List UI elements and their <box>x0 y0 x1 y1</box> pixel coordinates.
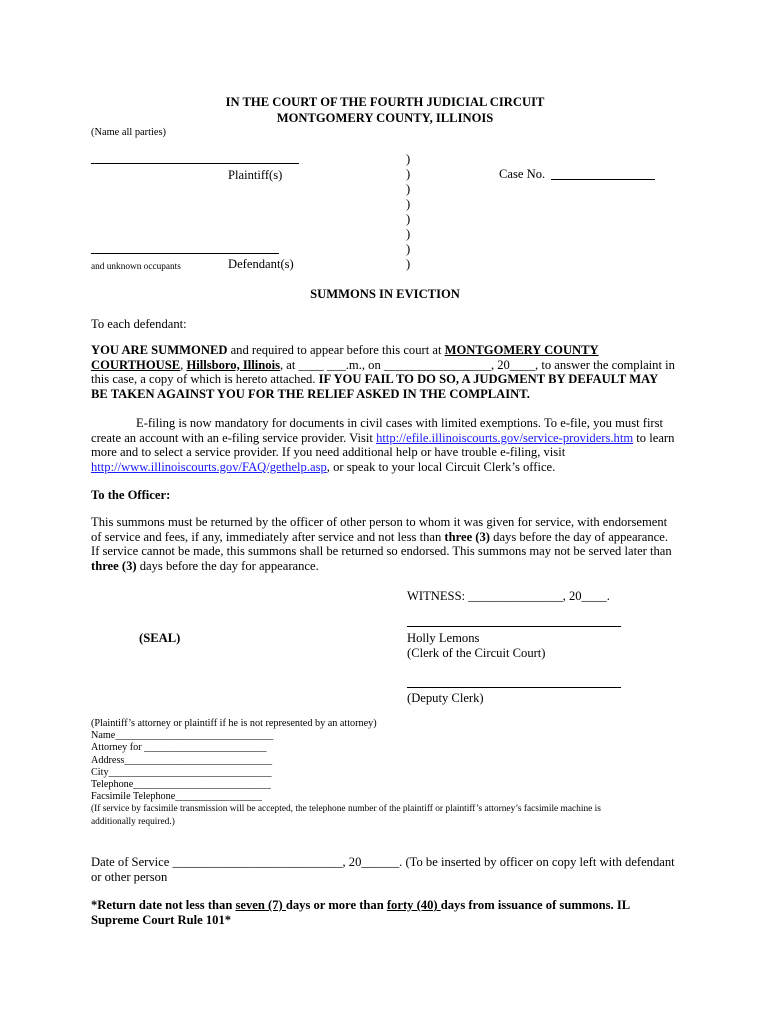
clerk-title: (Clerk of the Circuit Court) <box>407 646 546 660</box>
clerk-name: Holly Lemons <box>407 631 480 645</box>
efiling-text: more and to select a service provider. If you need additional help or have trouble e-filing, visit <box>91 445 566 460</box>
paren: ) <box>406 182 411 196</box>
document-title: SUMMONS IN EVICTION <box>310 287 460 301</box>
efiling-text: to learn <box>633 430 675 445</box>
courthouse-name: MONTGOMERY COUNTY <box>444 343 599 357</box>
return-date-text: days or more than <box>285 898 387 912</box>
default-warning: BE TAKEN AGAINST YOU FOR THE RELIEF ASKED IN THE COMPLAINT. <box>91 386 530 401</box>
attorney-for-field[interactable]: Attorney for ________________________ <box>91 742 267 754</box>
gethelp-link[interactable]: http://www.illinoiscourts.gov/FAQ/gethelp.asp <box>91 459 327 474</box>
efiling-text: , or speak to your local Circuit Clerk’s office. <box>326 459 556 474</box>
appearance-date-text: , at ____ ___.m., on _________________, 20____, to answer the complaint in <box>280 357 675 372</box>
efiling-text: create an account with an e-filing service provider. Visit <box>91 430 377 445</box>
rule-reference: Supreme Court Rule 101* <box>91 912 232 927</box>
defendants-label: Defendant(s) <box>228 257 294 271</box>
officer-text: If service cannot be made, this summons shall be returned so endorsed. This summons may not be served later than <box>91 544 672 559</box>
attorney-block-heading: (Plaintiff’s attorney or plaintiff if he is not represented by an attorney) <box>91 718 377 729</box>
court-name: IN THE COURT OF THE FOURTH JUDICIAL CIRCUIT <box>225 95 545 109</box>
summoned-text: this case, a copy of which is hereto attached. <box>91 372 319 387</box>
officer-text: days before the day of appearance. <box>490 529 668 544</box>
facsimile-note: additionally required.) <box>91 816 175 827</box>
attorney-info-block <box>91 718 691 828</box>
return-date-text: *Return date not less than <box>91 898 236 912</box>
case-no-label: Case No. <box>499 167 546 181</box>
name-all-parties-note: (Name all parties) <box>91 127 167 138</box>
three-days: three (3) <box>444 529 490 544</box>
summoned-text: and required to appear before this court at <box>227 343 445 357</box>
address-field[interactable]: Address_____________________________ <box>91 754 273 766</box>
plaintiffs-label: Plaintiff(s) <box>228 168 283 182</box>
paren: ) <box>406 212 411 226</box>
plaintiff-name-line[interactable] <box>91 163 299 164</box>
summoned-text: , <box>180 357 187 372</box>
date-of-service-field[interactable]: Date of Service ___________________________, 20______. (To be inserted by officer on copy left with defendant <box>91 855 675 869</box>
deputy-clerk-label: (Deputy Clerk) <box>407 691 484 705</box>
telephone-field[interactable]: Telephone___________________________ <box>91 779 271 791</box>
paren: ) <box>406 227 411 241</box>
courthouse-city: Hillsboro, Illinois <box>186 357 280 372</box>
date-of-service <box>91 855 691 884</box>
witness-line[interactable]: WITNESS: _______________, 20____. <box>407 589 610 603</box>
greeting: To each defendant: <box>91 317 187 331</box>
paren: ) <box>406 257 411 271</box>
default-warning: IF YOU FAIL TO DO SO, A JUDGMENT BY DEFAULT MAY <box>318 372 659 387</box>
summoned-paragraph <box>91 343 691 401</box>
three-days: three (3) <box>91 558 137 573</box>
county-name: MONTGOMERY COUNTY, ILLINOIS <box>276 111 494 125</box>
paren: ) <box>406 152 411 166</box>
summoned-text: YOU ARE SUMMONED <box>91 343 228 357</box>
service-providers-link[interactable]: http://efile.illinoiscourts.gov/service-providers.htm <box>376 430 634 445</box>
paren: ) <box>406 197 411 211</box>
facsimile-note: (If service by facsimile transmission will be accepted, the telephone number of the plaintiff or plaintiff’s attorney’s facsimile machine is <box>91 804 601 815</box>
deputy-signature-line[interactable] <box>407 687 621 688</box>
return-date-text: days from issuance of summons. IL <box>440 898 631 912</box>
officer-heading: To the Officer: <box>91 488 171 502</box>
officer-text: of service and fees, if any, immediately after service and not less than <box>91 529 445 544</box>
efiling-paragraph <box>91 416 691 474</box>
defendant-name-line[interactable] <box>91 253 279 254</box>
officer-text: This summons must be returned by the officer of other person to whom it was given for service, with endorsement <box>91 515 668 529</box>
paren: ) <box>406 242 411 256</box>
clerk-signature-line[interactable] <box>407 626 621 627</box>
facsimile-field[interactable]: Facsimile Telephone_________________ <box>91 791 262 803</box>
unknown-occupants-label: and unknown occupants <box>91 262 181 272</box>
forty-days: forty (40) <box>386 898 441 912</box>
seal-label: (SEAL) <box>139 631 181 645</box>
attorney-name-field[interactable]: Name_______________________________ <box>91 730 274 742</box>
case-no-line[interactable] <box>551 179 655 180</box>
city-field[interactable]: City________________________________ <box>91 766 272 778</box>
seven-days: seven (7) <box>235 898 286 912</box>
date-of-service-text: or other person <box>91 869 168 884</box>
return-date-notice <box>91 898 691 927</box>
officer-text: days before the day for appearance. <box>136 558 319 573</box>
efiling-text: E-filing is now mandatory for documents in civil cases with limited exemptions. To e-file, you must first <box>136 416 664 430</box>
officer-paragraph <box>91 515 691 573</box>
courthouse-name: COURTHOUSE <box>91 357 181 372</box>
paren: ) <box>406 167 411 181</box>
